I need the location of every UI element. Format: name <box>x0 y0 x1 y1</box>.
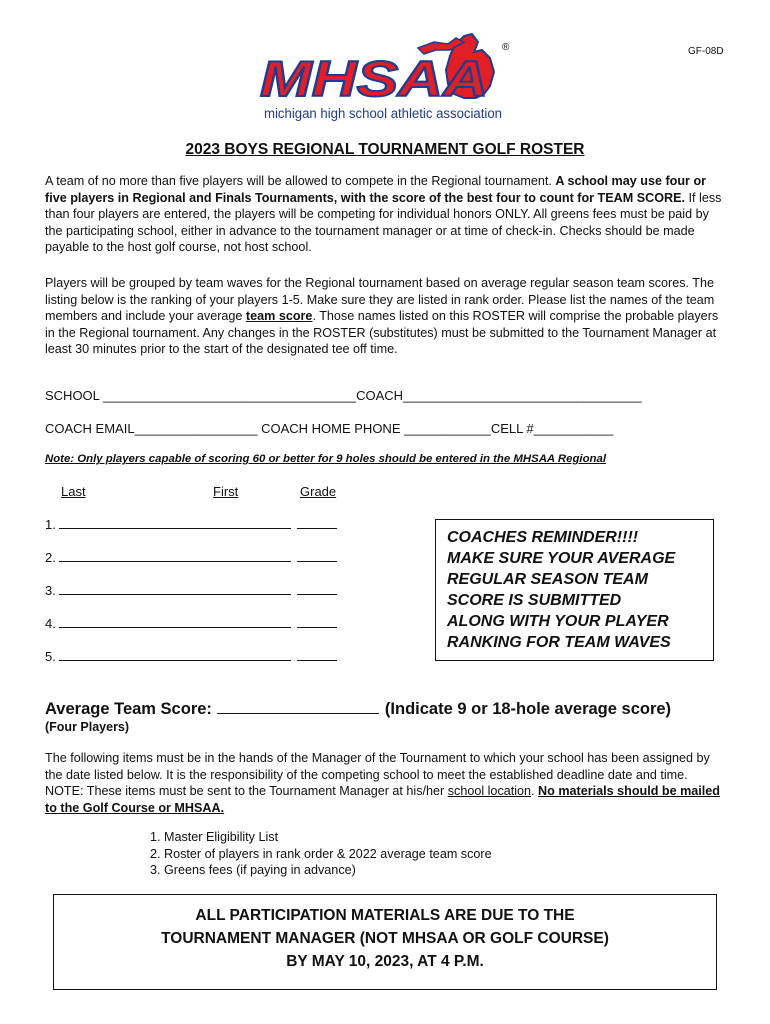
player-grade-field[interactable] <box>297 550 337 562</box>
row-number: 2. <box>45 550 56 565</box>
player-name-field[interactable] <box>59 649 291 661</box>
intro-text-a: A team of no more than five players will be allowed to compete in the Regional tournament. <box>45 174 556 188</box>
column-header-last: Last <box>61 484 86 499</box>
team-score-emphasis: team score <box>245 309 313 324</box>
list-item: 1. Master Eligibility List <box>150 830 279 844</box>
intro-paragraph <box>45 173 725 256</box>
player-grade-field[interactable] <box>297 583 337 595</box>
deadline-box <box>53 894 717 990</box>
roster-row[interactable] <box>45 649 337 664</box>
mhsaa-logo <box>258 28 520 124</box>
school-coach-field[interactable]: SCHOOL ___________________________________COACH_________________________________ <box>45 388 642 403</box>
grouping-paragraph <box>45 275 725 358</box>
player-name-field[interactable] <box>59 517 291 529</box>
eligibility-note: Note: Only players capable of scoring 60 or better for 9 holes should be entered in the MHSAA Regional <box>45 453 606 465</box>
row-number: 1. <box>45 517 56 532</box>
deadline-text-c: . <box>531 784 539 799</box>
deadline-paragraph <box>45 750 725 816</box>
column-header-first: First <box>213 484 239 499</box>
deadline-line: TOURNAMENT MANAGER (NOT MHSAA OR GOLF COURSE) <box>161 930 609 947</box>
roster-row[interactable] <box>45 550 337 565</box>
intro-text-c: If less than four players are entered, the players will be competing for individual honors ONLY. All greens fees must be paid by the participating school, either in advance to the tournament manager or at time of check-in. Checks should be made payable to the host golf course, not host school. <box>45 190 722 255</box>
mhsaa-logo-graphic <box>258 28 520 124</box>
reminder-line: COACHES REMINDER!!!! <box>447 529 639 546</box>
coaches-reminder-box <box>435 519 714 661</box>
grouping-text-c: . Those names listed on this ROSTER will comprise the probable players in the Regional tournament. Any changes in the ROSTER (substitutes) must be submitted to the Tournament Manager at least 30 minutes prior to the start of the designated tee off time. <box>45 309 719 357</box>
list-item: 2. Roster of players in rank order & 2022 average team score <box>150 846 492 861</box>
player-name-field[interactable] <box>59 616 291 628</box>
no-mail-warning: No materials should be mailed to the Golf Course or MHSAA. <box>45 784 721 815</box>
roster-row[interactable] <box>45 517 337 532</box>
registered-mark: ® <box>502 42 510 53</box>
player-grade-field[interactable] <box>297 649 337 661</box>
deadline-line: BY MAY 10, 2023, AT 4 P.M. <box>286 953 484 970</box>
coach-contact-field[interactable]: COACH EMAIL_________________ COACH HOME PHONE ____________CELL #___________ <box>45 421 614 436</box>
average-team-score-row <box>45 699 671 719</box>
row-number: 5. <box>45 649 56 664</box>
page-title: 2023 BOYS REGIONAL TOURNAMENT GOLF ROSTER <box>185 141 585 158</box>
list-item: 3. Greens fees (if paying in advance) <box>150 863 356 878</box>
logo-text: MHSAA <box>260 51 488 107</box>
reminder-line: MAKE SURE YOUR AVERAGE <box>447 550 676 567</box>
average-label: Average Team Score: <box>45 700 212 718</box>
column-header-grade: Grade <box>300 484 337 499</box>
grouping-text-a: Players will be grouped by team waves for the Regional tournament based on average regular season team scores. The listing below is the ranking of your players 1-5. Make sure they are listed in rank order. Please list the names of the team members and include your average <box>45 276 715 324</box>
logo-subtitle: michigan high school athletic association <box>264 106 502 121</box>
player-name-field[interactable] <box>59 550 291 562</box>
average-score-field[interactable] <box>217 699 379 714</box>
reminder-line: REGULAR SEASON TEAM <box>447 571 648 588</box>
four-players-label: (Four Players) <box>45 720 130 734</box>
average-hint: (Indicate 9 or 18-hole average score) <box>384 700 672 718</box>
school-location-emphasis: school location <box>447 784 532 799</box>
row-number: 4. <box>45 616 56 631</box>
roster-row[interactable] <box>45 616 337 631</box>
player-name-field[interactable] <box>59 583 291 595</box>
row-number: 3. <box>45 583 56 598</box>
required-items-list <box>150 829 492 879</box>
reminder-line: SCORE IS SUBMITTED <box>447 592 622 609</box>
deadline-text-a: The following items must be in the hands of the Manager of the Tournament to which your school has been assigned by the date listed below. It is the responsibility of the competing school to meet the established deadline date and time. NOTE: These items must be sent to the Tournament Manager at his/her <box>45 751 710 799</box>
reminder-line: RANKING FOR TEAM WAVES <box>447 634 671 651</box>
reminder-line: ALONG WITH YOUR PLAYER <box>447 613 669 630</box>
roster-row[interactable] <box>45 583 337 598</box>
player-grade-field[interactable] <box>297 517 337 529</box>
player-grade-field[interactable] <box>297 616 337 628</box>
form-code: GF-08D <box>688 46 724 57</box>
intro-text-bold: A school may use four or five players in Regional and Finals Tournaments, with the score of the best four to count for TEAM SCORE. <box>45 174 707 205</box>
deadline-line: ALL PARTICIPATION MATERIALS ARE DUE TO THE <box>195 907 575 924</box>
